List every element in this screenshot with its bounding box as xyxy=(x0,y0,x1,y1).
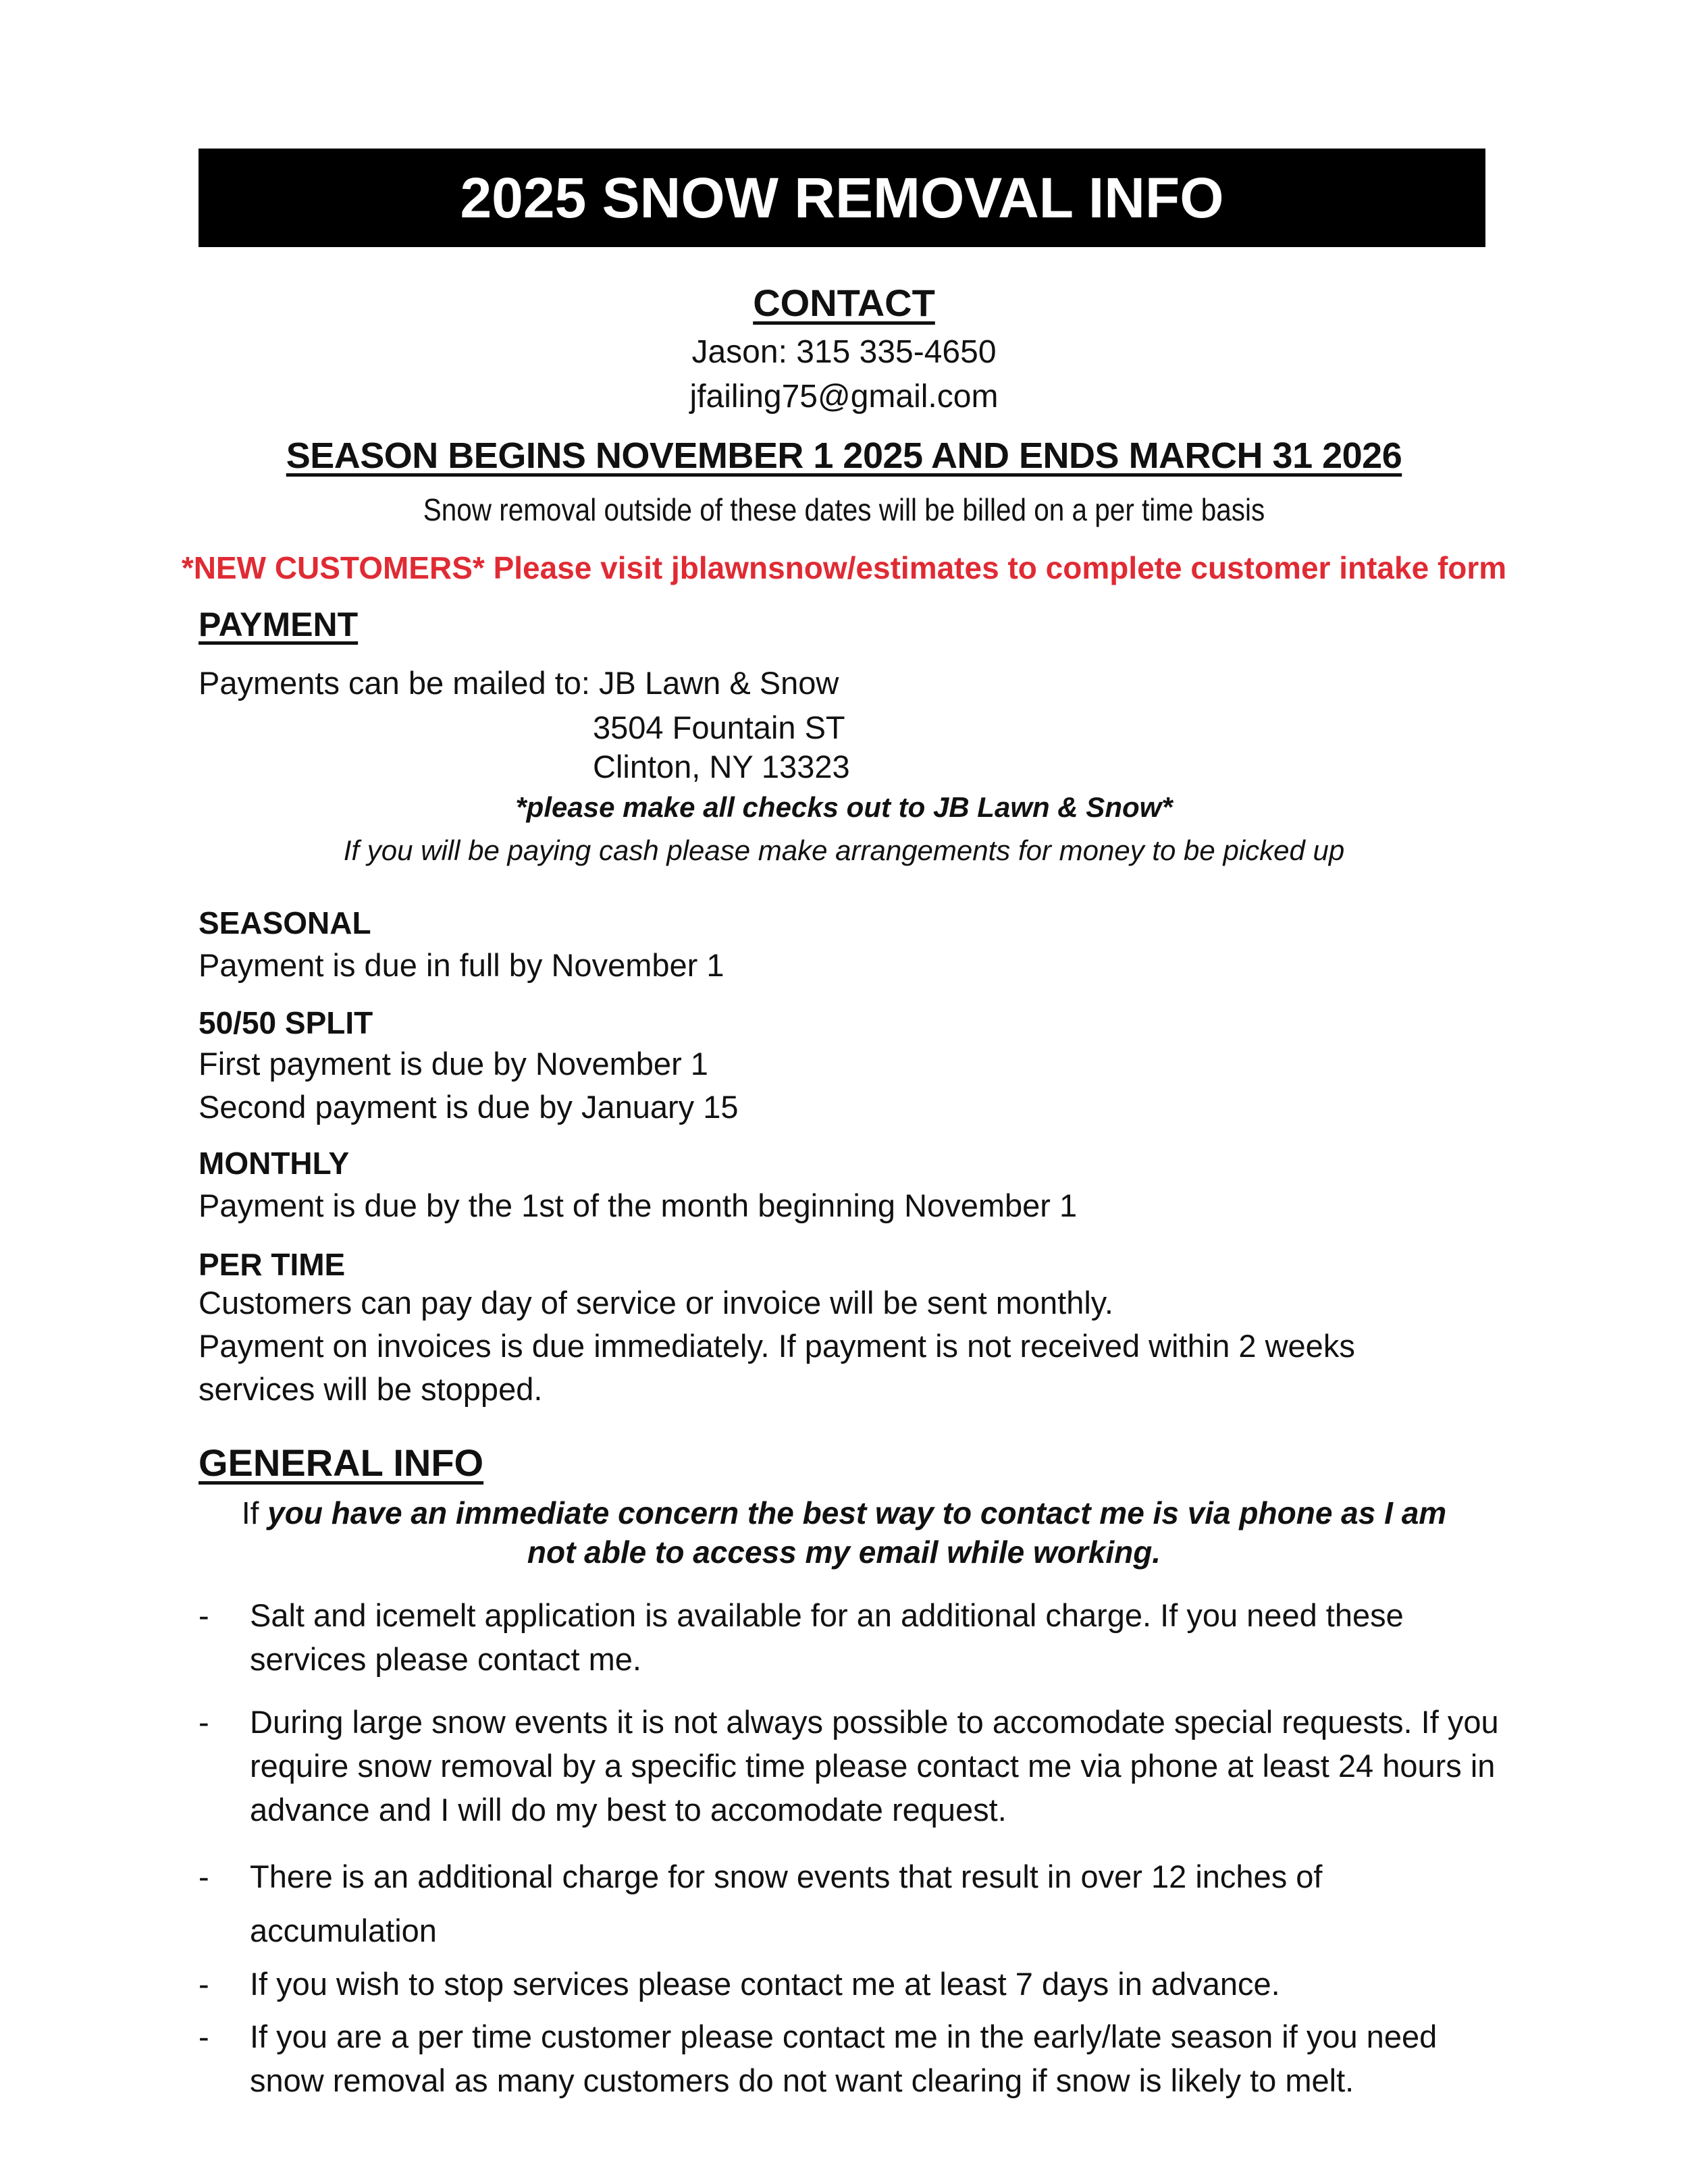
contact-phone: Jason: 315 335-4650 xyxy=(691,334,997,370)
plan-per-time-line3: services will be stopped. xyxy=(199,1371,543,1407)
new-customers-notice: *NEW CUSTOMERS* Please visit jblawnsnow/estimates to complete customer intake form xyxy=(181,550,1507,585)
plan-per-time-line2: Payment on invoices is due immediately. If payment is not received within 2 weeks xyxy=(199,1328,1355,1364)
list-item xyxy=(199,1700,1502,1832)
plan-split-line2: Second payment is due by January 15 xyxy=(199,1089,739,1125)
bullet-marker: - xyxy=(199,2019,209,2054)
general-contact-note-lead: If xyxy=(241,1495,259,1530)
list-item-text: There is an additional charge for snow events that result in over 12 inches of accumulation xyxy=(250,1859,1323,1948)
plan-seasonal-line: Payment is due in full by November 1 xyxy=(199,947,724,983)
plan-monthly-heading: MONTHLY xyxy=(199,1146,350,1181)
season-note: Snow removal outside of these dates will be billed on a per time basis xyxy=(423,492,1265,527)
payment-address-line2: Clinton, NY 13323 xyxy=(593,749,850,784)
bullet-marker: - xyxy=(199,1597,209,1633)
payment-mail-line: Payments can be mailed to: JB Lawn & Snow xyxy=(199,665,839,701)
cash-note: If you will be paying cash please make arrangements for money to be picked up xyxy=(343,834,1345,866)
bullet-marker: - xyxy=(199,1704,209,1740)
bullet-marker: - xyxy=(199,1859,209,1894)
list-item xyxy=(199,1962,1502,2006)
general-contact-note-rest: you have an immediate concern the best way to contact me is via phone as I am xyxy=(259,1495,1447,1530)
list-item-text: If you are a per time customer please contact me in the early/late season if you need snow removal as many customers do not want clearing if snow is likely to melt. xyxy=(250,2019,1438,2098)
list-item-text: During large snow events it is not always possible to accomodate special requests. If you require snow removal by a specific time please contact me via phone at least 24 hours in advance and I will do my best to accomodate request. xyxy=(250,1704,1499,1828)
plan-split-line1: First payment is due by November 1 xyxy=(199,1046,708,1082)
list-item-text: If you wish to stop services please contact me at least 7 days in advance. xyxy=(250,1966,1280,2002)
list-item-text: Salt and icemelt application is available for an additional charge. If you need these services please contact me. xyxy=(250,1597,1404,1677)
general-contact-note xyxy=(0,1493,1688,1572)
bullet-marker: - xyxy=(199,1966,209,2002)
page-title: 2025 SNOW REMOVAL INFO xyxy=(199,149,1485,247)
payment-heading: PAYMENT xyxy=(199,606,359,643)
list-item xyxy=(199,2015,1502,2102)
plan-monthly-line: Payment is due by the 1st of the month beginning November 1 xyxy=(199,1188,1078,1223)
list-item xyxy=(199,1850,1502,1958)
checks-note: *please make all checks out to JB Lawn & Snow* xyxy=(515,791,1173,823)
plan-seasonal-heading: SEASONAL xyxy=(199,905,371,940)
general-info-heading: GENERAL INFO xyxy=(199,1441,484,1484)
contact-email: jfailing75@gmail.com xyxy=(689,379,999,415)
general-contact-note-line2: not able to access my email while working. xyxy=(527,1535,1161,1570)
list-item xyxy=(199,1593,1502,1681)
season-heading: SEASON BEGINS NOVEMBER 1 2025 AND ENDS MARCH 31 2026 xyxy=(286,435,1402,476)
contact-heading: CONTACT xyxy=(753,282,935,324)
plan-per-time-heading: PER TIME xyxy=(199,1247,346,1282)
plan-per-time-line1: Customers can pay day of service or invoice will be sent monthly. xyxy=(199,1285,1113,1321)
payment-address-line1: 3504 Fountain ST xyxy=(593,710,845,745)
plan-split-heading: 50/50 SPLIT xyxy=(199,1005,373,1040)
